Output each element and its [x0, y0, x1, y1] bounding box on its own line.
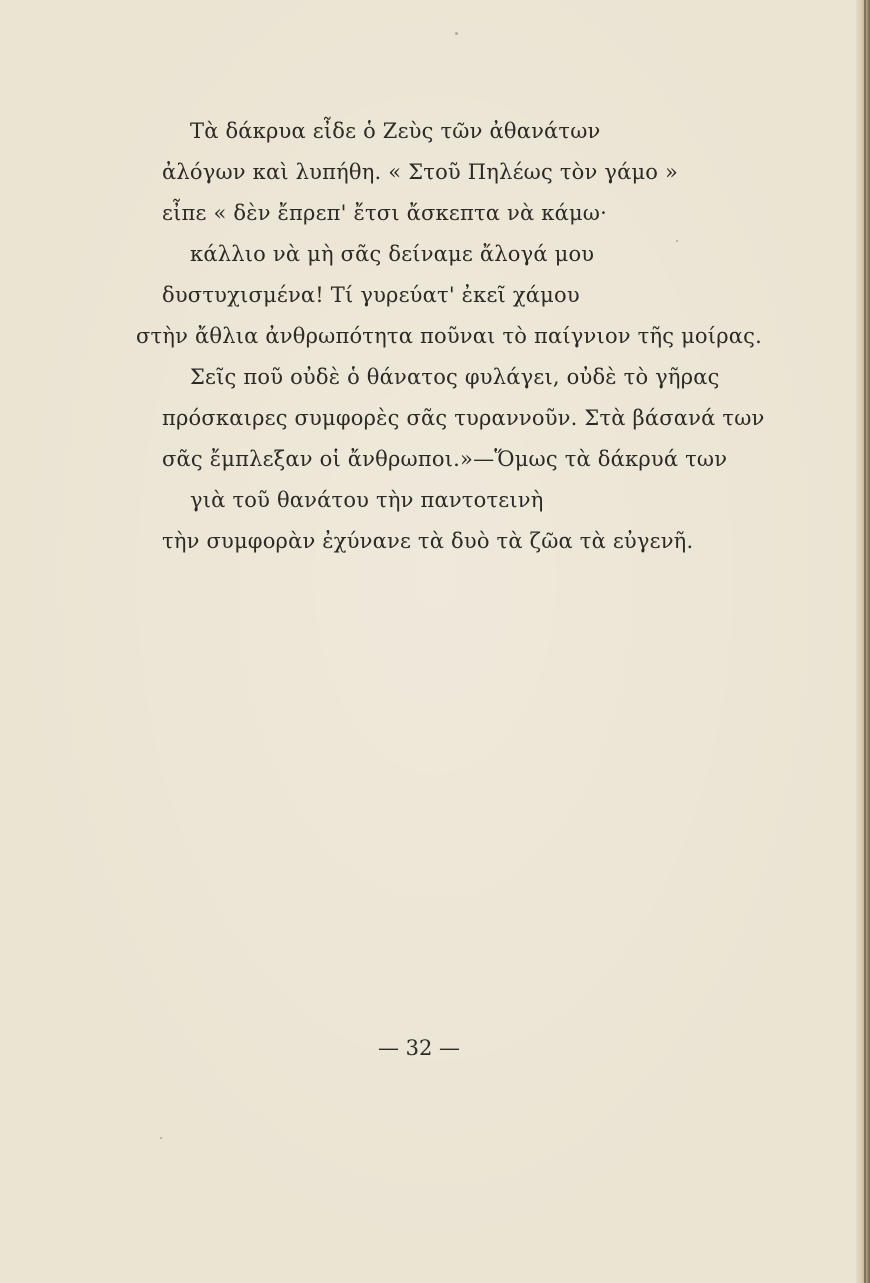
poem-line: ἀλόγων καὶ λυπήθη. « Στοῦ Πηλέως τὸν γάμο » — [162, 160, 679, 184]
poem-line: στὴν ἄθλια ἀνθρωπότητα ποῦναι τὸ παίγνιον τῆς μοίρας. — [136, 324, 762, 348]
poem-line: δυστυχισμένα! Τί γυρεύατ' ἐκεῖ χάμου — [162, 283, 580, 307]
poem-line: τὴν συμφορὰν ἐχύνανε τὰ δυὸ τὰ ζῶα τὰ εὐγενῆ. — [162, 529, 694, 553]
poem-line: Σεῖς ποῦ οὐδὲ ὁ θάνατος φυλάγει, οὐδὲ τὸ γῆρας — [190, 365, 720, 389]
poem-line: εἶπε « δὲν ἔπρεπ' ἔτσι ἄσκεπτα νὰ κάμω· — [162, 201, 607, 225]
poem-line: κάλλιο νὰ μὴ σᾶς δείναμε ἄλογά μου — [190, 242, 595, 266]
poem-line: σᾶς ἔμπλεξαν οἱ ἄνθρωποι.»—Ὅμως τὰ δάκρυά των — [162, 447, 728, 471]
poem-line: Τὰ δάκρυα εἶδε ὁ Ζεὺς τῶν ἀθανάτων — [190, 119, 601, 143]
poem-line: γιὰ τοῦ θανάτου τὴν παντοτεινὴ — [190, 488, 544, 512]
page-number: — 32 — — [377, 1036, 461, 1060]
poem-line: πρόσκαιρες συμφορὲς σᾶς τυραννοῦν. Στὰ βάσανά των — [162, 406, 765, 430]
